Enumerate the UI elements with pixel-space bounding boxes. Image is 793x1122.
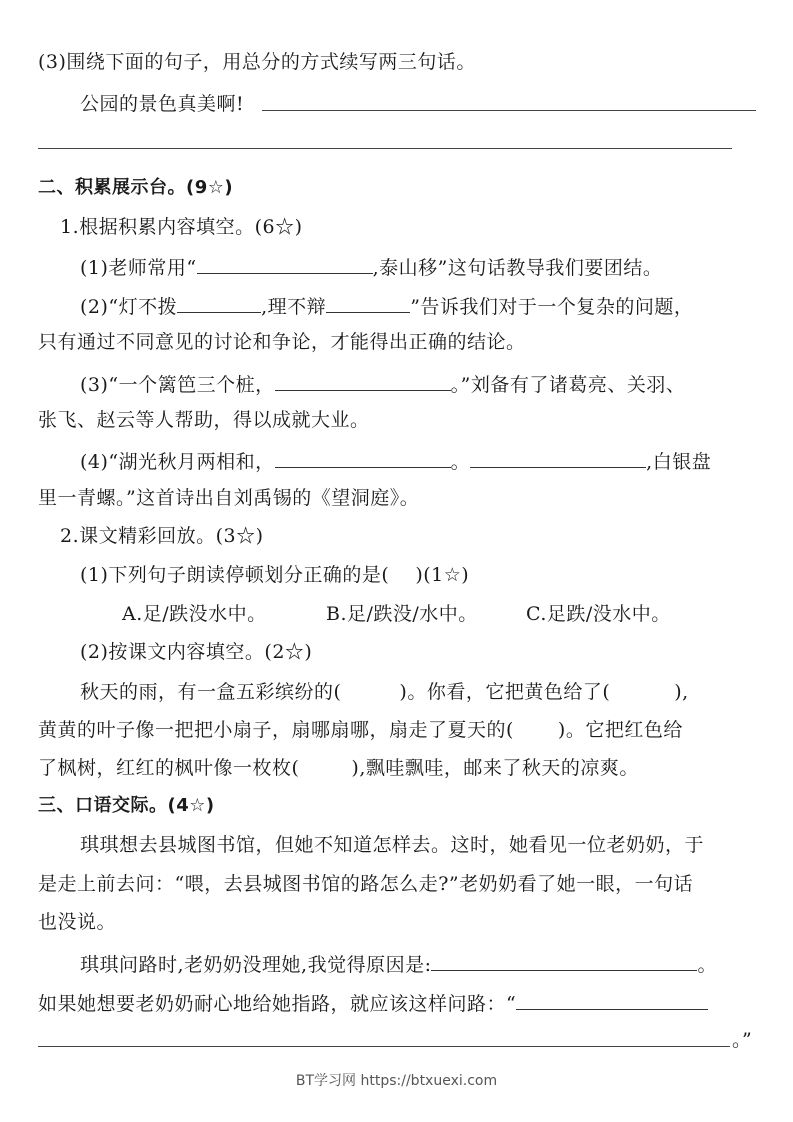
question-4-line2: 里一青螺。”这首诗出自刘禹锡的《望洞庭》。 [38, 487, 420, 509]
fill-question-prompt: (2)按课文内容填空。(2☆) [80, 641, 313, 663]
footer-watermark: BT学习网 https://btxuexi.com [295, 1073, 498, 1089]
q3-prompt: (3)围绕下面的句子，用总分的方式续写两三句话。 [38, 51, 476, 73]
question-2-line2: 只有通过不同意见的讨论和争论，才能得出正确的结论。 [38, 331, 526, 353]
q3-sentence [80, 92, 244, 116]
passage-line-2 [38, 718, 683, 742]
passage-text: ), [674, 681, 689, 703]
blank[interactable] [516, 989, 708, 1010]
answer-line[interactable] [38, 1046, 730, 1047]
question-3 [80, 370, 685, 397]
option-b[interactable]: B.足/跌没/水中。 [326, 603, 478, 625]
choice-prompt: (1)下列句子朗读停顿划分正确的是( [80, 564, 390, 586]
blank[interactable] [431, 950, 697, 971]
passage-text: 了枫树，红红的枫叶像一枚枚( [38, 757, 300, 779]
q3-text: (3)“一个篱笆三个桩， [80, 374, 275, 396]
ask-question [38, 989, 708, 1016]
q3-text: 。”刘备有了诸葛亮、关羽、 [450, 374, 686, 396]
choice-prompt: )(1☆) [415, 564, 470, 586]
passage-text: )。你看，它把黄色给了( [399, 681, 611, 703]
answer-line[interactable] [38, 148, 732, 149]
passage-text: 黄黄的叶子像一把把小扇子，扇哪扇哪，扇走了夏天的( [38, 719, 514, 741]
passage-text: ),飘哇飘哇，邮来了秋天的凉爽。 [351, 757, 639, 779]
reason-question [80, 950, 717, 977]
option-c[interactable]: C.足跌/没水中。 [526, 603, 671, 625]
q4-text: (4)“湖光秋月两相和， [80, 451, 275, 473]
q4-text: ,白银盘 [646, 451, 712, 473]
blank[interactable] [326, 292, 410, 313]
blank[interactable] [470, 447, 646, 468]
passage-line-1 [80, 680, 689, 704]
section-3-title: 三、口语交际。(4☆) [38, 795, 215, 816]
q3-sentence-text: 公园的景色真美啊! [80, 93, 245, 115]
q1-text: (1)老师常用“ [80, 257, 197, 279]
q2-text: ,理不辩 [261, 296, 327, 318]
choice-question [80, 563, 469, 587]
option-a[interactable]: A.足/跌没水中。 [122, 603, 267, 625]
answer-line[interactable] [262, 110, 756, 111]
reason-text: 琪琪问路时,老奶奶没理她,我觉得原因是: [80, 954, 432, 976]
story-line-1: 琪琪想去县城图书馆，但她不知道怎样去。这时，她看见一位老奶奶，于 [80, 834, 705, 856]
story-line-2: 是走上前去问：“喂，去县城图书馆的路怎么走?”老奶奶看了她一眼，一句话 [38, 873, 694, 895]
blank[interactable] [197, 253, 373, 274]
question-2 [80, 292, 693, 319]
blank[interactable] [177, 292, 261, 313]
ask-text: 如果她想要老奶奶耐心地给她指路，就应该这样问路：“ [38, 993, 517, 1015]
question-4 [80, 447, 711, 474]
part-1-title: 1.根据积累内容填空。(6☆) [60, 216, 303, 238]
q1-text: ,泰山移”这句话教导我们要团结。 [372, 257, 663, 279]
blank[interactable] [275, 370, 451, 391]
section-2-title: 二、积累展示台。(9☆) [38, 177, 234, 198]
reason-text: 。 [697, 954, 717, 976]
blank[interactable] [275, 447, 451, 468]
question-3-line2: 张飞、赵云等人帮助，得以成就大业。 [38, 409, 370, 431]
q2-text: ”告诉我们对于一个复杂的问题， [410, 296, 694, 318]
q4-text: 。 [450, 451, 471, 473]
passage-text: )。它把红色给 [557, 719, 683, 741]
part-2-title: 2.课文精彩回放。(3☆) [60, 525, 264, 547]
passage-line-3 [38, 756, 639, 780]
question-1 [80, 253, 662, 280]
passage-text: 秋天的雨，有一盒五彩缤纷的( [80, 681, 342, 703]
q2-text: (2)“灯不拨 [80, 296, 178, 318]
closing-quote: 。” [732, 1029, 753, 1051]
story-line-3: 也没说。 [38, 911, 117, 933]
